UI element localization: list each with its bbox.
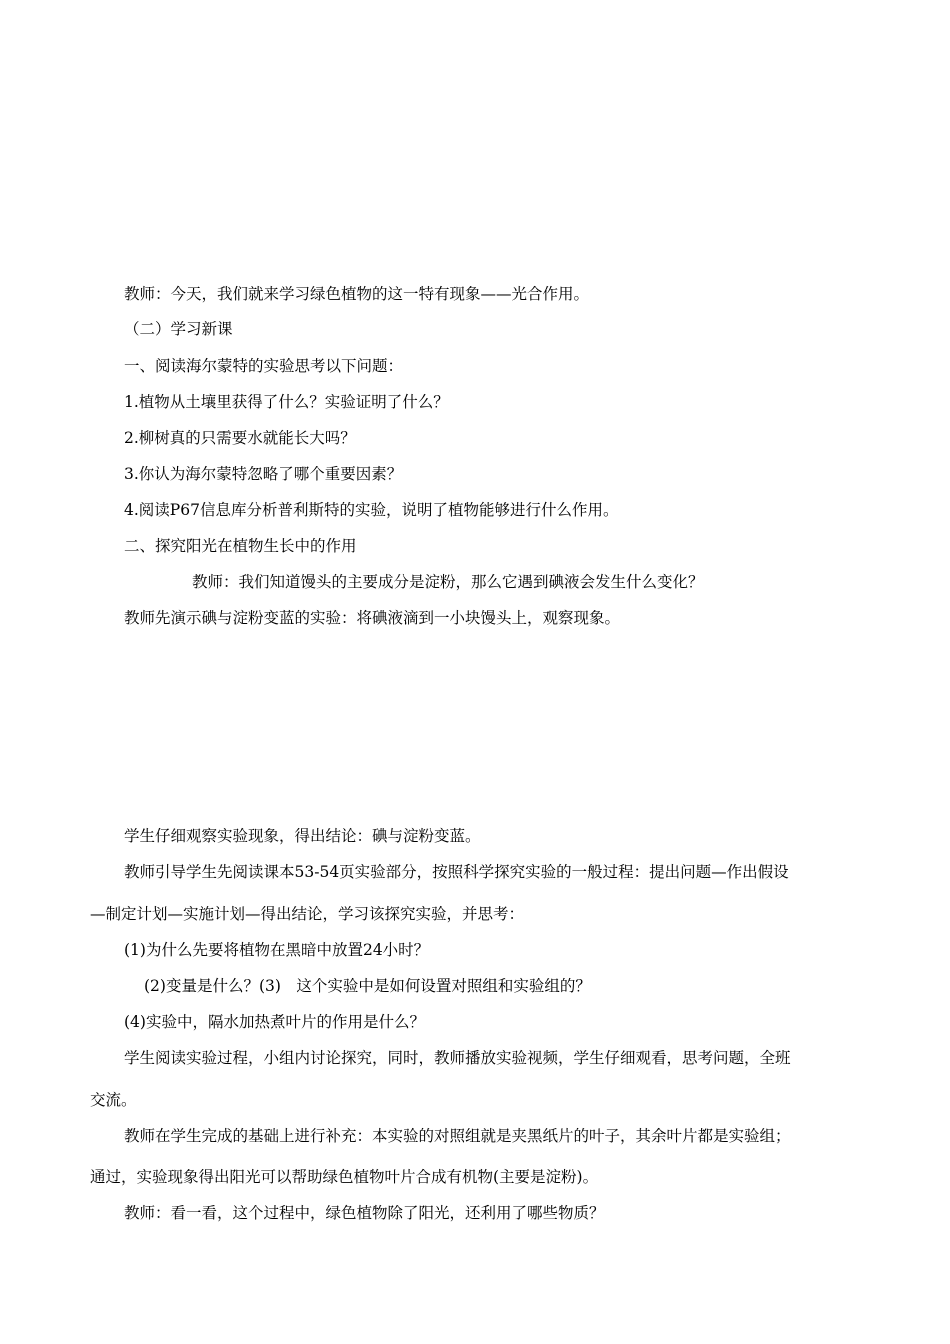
student-discussion-line1: 学生阅读实验过程，小组内讨论探究，同时，教师播放实验视频，学生仔细观看，思考问题，全班 [124, 1049, 791, 1067]
teacher-question-iodine: 教师：我们知道馒头的主要成分是淀粉，那么它遇到碘液会发生什么变化？ [192, 573, 704, 591]
think-question-1: (1)为什么先要将植物在黑暗中放置24小时？ [124, 941, 430, 959]
teacher-guidance-line2: —制定计划—实施计划—得出结论，学习该探究实验，并思考： [90, 905, 525, 923]
student-discussion-line2: 交流。 [90, 1091, 137, 1109]
heading-part-one: 一、阅读海尔蒙特的实验思考以下问题： [124, 357, 404, 375]
heading-part-two: 二、探究阳光在植物生长中的作用 [124, 537, 357, 555]
student-observation: 学生仔细观察实验现象，得出结论：碘与淀粉变蓝。 [124, 827, 481, 845]
paragraph-intro: 教师：今天，我们就来学习绿色植物的这一特有现象——光合作用。 [124, 285, 590, 303]
section-heading-new-lesson: （二）学习新课 [124, 320, 233, 338]
think-question-4: (4)实验中，隔水加热煮叶片的作用是什么？ [124, 1013, 425, 1031]
question-3: 3.你认为海尔蒙特忽略了哪个重要因素？ [124, 465, 403, 483]
teacher-demo: 教师先演示碘与淀粉变蓝的实验：将碘液滴到一小块馒头上，观察现象。 [124, 609, 621, 627]
question-4: 4.阅读P67信息库分析普利斯特的实验，说明了植物能够进行什么作用。 [124, 501, 619, 519]
question-2: 2.柳树真的只需要水就能长大吗？ [124, 429, 356, 447]
teacher-supplement-line1: 教师在学生完成的基础上进行补充：本实验的对照组就是夹黑纸片的叶子，其余叶片都是实验组； [124, 1127, 791, 1145]
teacher-guidance-line1: 教师引导学生先阅读课本53-54页实验部分，按照科学探究实验的一般过程：提出问题—作出假设 [124, 863, 789, 881]
think-question-2-3: (2)变量是什么？(3) 这个实验中是如何设置对照组和实验组的？ [144, 977, 591, 995]
question-1: 1.植物从土壤里获得了什么？实验证明了什么？ [124, 393, 449, 411]
teacher-supplement-line2: 通过，实验现象得出阳光可以帮助绿色植物叶片合成有机物(主要是淀粉)。 [90, 1168, 599, 1186]
teacher-final-question: 教师：看一看，这个过程中，绿色植物除了阳光，还利用了哪些物质？ [124, 1204, 605, 1222]
